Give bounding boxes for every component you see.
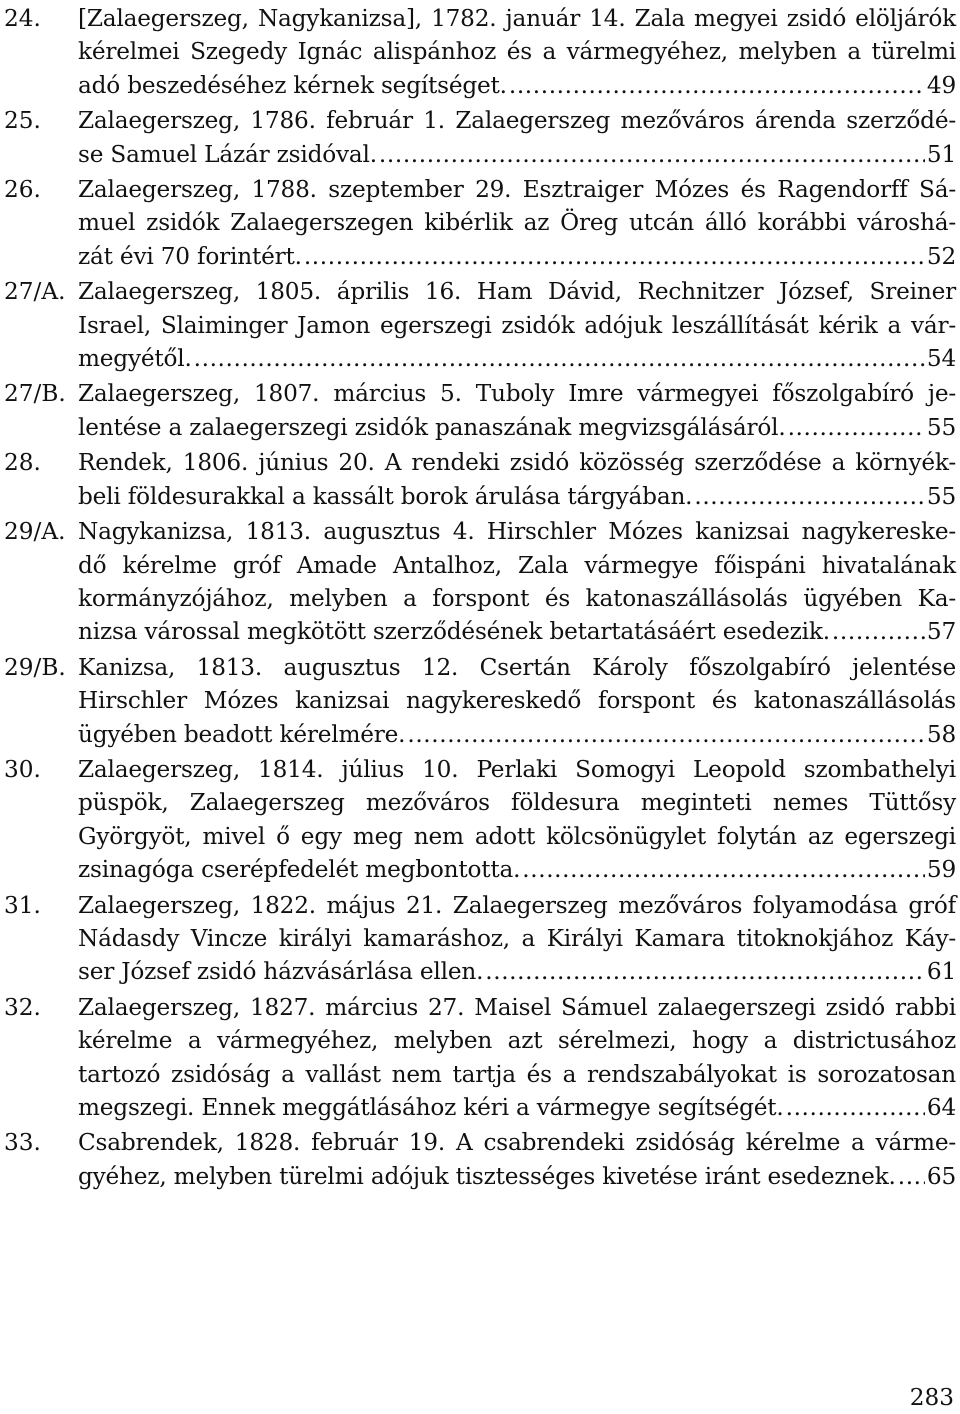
toc-entry[interactable] xyxy=(4,173,956,273)
entry-last-line xyxy=(78,138,956,171)
entry-text-line: nizsa várossal megkötött szerződésének betartatásáért esedezik. xyxy=(78,618,830,646)
entry-text-line: Nagykanizsa, 1813. augusztus 4. Hirschler Mózes kanizsai nagykereske- xyxy=(78,518,956,546)
entry-number: 24. xyxy=(4,5,41,32)
entry-number: 32. xyxy=(4,993,41,1021)
dot-leader xyxy=(786,1091,925,1124)
toc-entry[interactable] xyxy=(4,515,956,649)
entry-text-line: zát évi 70 forintért. xyxy=(78,242,302,270)
dot-leader xyxy=(379,138,925,171)
entry-number: 33. xyxy=(4,1129,41,1157)
entry-page-number[interactable]: 52 xyxy=(926,242,956,270)
entry-text-line: tartozó zsidóság a vallást nem tartja és a rendszabályokat is sorozatosan xyxy=(78,1060,956,1088)
entry-last-line xyxy=(78,480,956,513)
entry-page-number[interactable]: 51 xyxy=(926,140,956,168)
entry-text-line: Israel, Slaiminger Jamon egerszegi zsidók adójuk leszállítását kérik a vár- xyxy=(78,311,956,339)
entry-last-line xyxy=(78,411,956,444)
entry-page-number[interactable]: 61 xyxy=(926,958,956,986)
entry-page-number[interactable]: 54 xyxy=(926,345,956,373)
dot-leader xyxy=(485,955,925,988)
toc-entry[interactable] xyxy=(4,753,956,887)
entry-text-line: zsinagóga cserépfedelét megbontotta. xyxy=(78,856,521,884)
entry-last-line xyxy=(78,69,956,102)
entry-page-number[interactable]: 57 xyxy=(926,618,956,646)
entry-last-line xyxy=(78,240,956,273)
entry-number: 26. xyxy=(4,176,41,204)
entry-number: 29/A. xyxy=(4,518,66,546)
table-of-contents xyxy=(4,2,956,1195)
entry-text-line: beli földesurakkal a kassált borok árulása tárgyában. xyxy=(78,482,693,510)
entry-page-number[interactable]: 64 xyxy=(926,1094,956,1121)
entry-text-line: Zalaegerszeg, 1805. április 16. Ham Dávid, Rechnitzer József, Sreiner xyxy=(78,278,956,306)
entry-text-line: dő kérelme gróf Amade Antalhoz, Zala vármegye főispáni hivatalának xyxy=(78,551,956,579)
entry-last-line xyxy=(78,1160,956,1193)
entry-last-line xyxy=(78,342,956,375)
toc-entry[interactable] xyxy=(4,1126,956,1193)
dot-leader xyxy=(694,480,925,513)
toc-entry[interactable] xyxy=(4,889,956,989)
entry-page-number[interactable]: 55 xyxy=(926,413,956,441)
entry-text-line: Zalaegerszeg, 1807. március 5. Tuboly Imre vármegyei főszolgabíró je- xyxy=(78,380,956,408)
entry-text-line: kérelme a vármegyéhez, melyben azt sérelmezi, hogy a districtusához xyxy=(78,1027,956,1055)
toc-entry[interactable] xyxy=(4,104,956,171)
dot-leader xyxy=(832,615,925,648)
entry-last-line xyxy=(78,853,956,886)
toc-entry[interactable] xyxy=(4,275,956,375)
entry-last-line xyxy=(78,615,956,648)
entry-text-line: Nádasdy Vincze királyi kamaráshoz, a Királyi Kamara titoknokjához Káy- xyxy=(78,924,956,952)
entry-last-line xyxy=(78,1091,956,1124)
toc-entry[interactable] xyxy=(4,991,956,1125)
entry-text-line: Zalaegerszeg, 1788. szeptember 29. Esztraiger Mózes és Ragendorff Sá- xyxy=(78,176,956,204)
entry-text-line: [Zalaegerszeg, Nagykanizsa], 1782. január 14. Zala megyei zsidó elöljárók xyxy=(78,5,956,32)
toc-entry[interactable] xyxy=(4,446,956,513)
entry-last-line xyxy=(78,955,956,988)
entry-page-number[interactable]: 55 xyxy=(926,482,956,510)
entry-text-line: Zalaegerszeg, 1786. február 1. Zalaegerszeg mezőváros árenda szerződé- xyxy=(78,107,956,135)
entry-number: 27/B. xyxy=(4,380,66,408)
entry-text-line: Rendek, 1806. június 20. A rendeki zsidó közösség szerződése a környék- xyxy=(78,449,956,477)
entry-page-number[interactable]: 58 xyxy=(926,720,956,748)
toc-entry[interactable] xyxy=(4,651,956,751)
entry-text-line: kormányzójához, melyben a forspont és katonaszállásolás ügyében Ka- xyxy=(78,584,956,612)
entry-text-line: Zalaegerszeg, 1814. július 10. Perlaki Somogyi Leopold szombathelyi xyxy=(78,755,956,783)
entry-text-line: adó beszedéséhez kérnek segítséget. xyxy=(78,71,507,99)
entry-number: 31. xyxy=(4,891,41,919)
entry-text-line: Györgyöt, mivel ő egy meg nem adott kölcsönügylet folytán az egerszegi xyxy=(78,822,956,850)
entry-text-line: Zalaegerszeg, 1827. március 27. Maisel Sámuel zalaegerszegi zsidó rabbi xyxy=(78,993,956,1021)
dot-leader xyxy=(522,853,925,886)
entry-number: 29/B. xyxy=(4,653,66,681)
dot-leader xyxy=(407,718,925,751)
dot-leader xyxy=(194,342,925,375)
entry-text-line: gyéhez, melyben türelmi adójuk tisztességes kivetése iránt esedeznek. xyxy=(78,1162,896,1190)
dot-leader xyxy=(898,1160,925,1193)
entry-text-line: Kanizsa, 1813. augusztus 12. Csertán Károly főszolgabíró jelentése xyxy=(78,653,956,681)
entry-text-line: Csabrendek, 1828. február 19. A csabrendeki zsidóság kérelme a várme- xyxy=(78,1129,956,1157)
entry-text-line: se Samuel Lázár zsidóval. xyxy=(78,140,377,168)
entry-text-line: lentése a zalaegerszegi zsidók panaszának megvizsgálásáról. xyxy=(78,413,786,441)
entry-page-number[interactable]: 65 xyxy=(926,1162,956,1190)
entry-text-line: muel zsidók Zalaegerszegen kibérlik az Öreg utcán álló korábbi városhá- xyxy=(78,209,956,237)
entry-number: 30. xyxy=(4,755,41,783)
entry-text-line: megszegi. Ennek meggátlásához kéri a vármegye segítségét. xyxy=(78,1094,784,1121)
entry-number: 28. xyxy=(4,449,41,477)
dot-leader xyxy=(788,411,925,444)
dot-leader xyxy=(304,240,925,273)
entry-text-line: Hirschler Mózes kanizsai nagykereskedő forspont és katonaszállásolás xyxy=(78,687,956,715)
entry-text-line: ser József zsidó házvásárlása ellen. xyxy=(78,958,484,986)
entry-number: 27/A. xyxy=(4,278,66,306)
toc-entry[interactable] xyxy=(4,377,956,444)
entry-last-line xyxy=(78,718,956,751)
entry-text-line: püspök, Zalaegerszeg mezőváros földesura meginteti nemes Tüttősy xyxy=(78,789,956,817)
entry-page-number[interactable]: 49 xyxy=(926,71,956,99)
entry-page-number[interactable]: 59 xyxy=(926,856,956,884)
dot-leader xyxy=(509,69,925,102)
entry-number: 25. xyxy=(4,107,41,135)
toc-entry[interactable] xyxy=(4,2,956,102)
page-number: 283 xyxy=(909,1384,954,1411)
entry-text-line: ügyében beadott kérelmére. xyxy=(78,720,406,748)
entry-text-line: Zalaegerszeg, 1822. május 21. Zalaegerszeg mezőváros folyamodása gróf xyxy=(78,891,956,919)
entry-text-line: megyétől. xyxy=(78,345,192,373)
entry-text-line: kérelmei Szegedy Ignác alispánhoz és a vármegyéhez, melyben a türelmi xyxy=(78,38,956,66)
